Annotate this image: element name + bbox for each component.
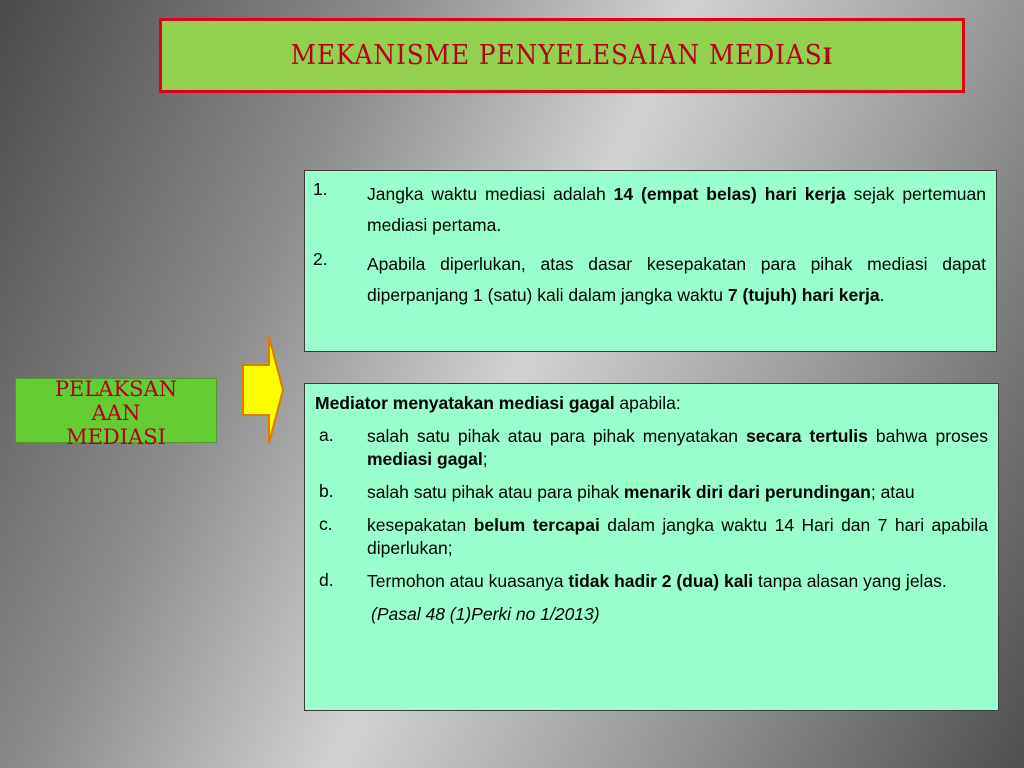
item-letter: a. — [319, 425, 334, 445]
item-text-bold: 7 (tujuh) hari kerja — [727, 285, 880, 305]
item-text-plain: Termohon atau kuasanya — [367, 571, 569, 591]
item-text-plain: dalam jangka waktu 14 Hari dan 7 hari apabila diperlukan; — [367, 515, 988, 558]
item-text-bold: 14 (empat belas) hari kerja — [613, 184, 846, 204]
item-text-plain: tanpa alasan yang jelas. — [753, 571, 947, 591]
box-heading — [315, 391, 988, 415]
side-label — [15, 377, 217, 449]
item-text — [367, 514, 988, 560]
legal-citation: (Pasal 48 (1)Perki no 1/2013) — [371, 604, 600, 624]
item-text-plain: Jangka waktu mediasi adalah — [367, 184, 614, 204]
title-main: MEKANISME PENYELESAIAN MEDIAS — [290, 40, 823, 71]
list-item — [315, 570, 988, 593]
item-text — [367, 249, 986, 311]
heading-plain: apabila: — [614, 393, 681, 413]
item-text — [367, 481, 988, 504]
slide-title-box — [159, 18, 965, 93]
item-number: 1. — [313, 179, 328, 199]
item-text-bold: secara tertulis — [746, 426, 868, 446]
list-item — [315, 514, 988, 560]
duration-box — [304, 170, 997, 352]
item-text-plain: ; — [482, 449, 488, 469]
list-item — [313, 179, 986, 241]
item-text-plain: ; atau — [870, 482, 915, 502]
item-text-bold: mediasi gagal — [367, 449, 483, 469]
side-label-line2: AAN — [91, 401, 141, 425]
list-item — [313, 249, 986, 311]
item-text — [367, 179, 986, 241]
side-label-line3: MEDIASI — [66, 425, 166, 449]
item-text-plain: salah satu pihak atau para pihak — [367, 482, 624, 502]
item-text-plain: salah satu pihak atau para pihak menyatakan — [367, 426, 747, 446]
item-text-plain: sejak pertemuan mediasi pertama. — [367, 184, 986, 235]
side-label-line1: PELAKSAN — [54, 377, 178, 401]
list-item — [315, 425, 988, 471]
item-text-bold: tidak hadir 2 (dua) kali — [568, 571, 754, 591]
item-text — [367, 570, 988, 593]
item-letter: c. — [319, 514, 333, 534]
item-text — [367, 425, 988, 471]
item-letter: d. — [319, 570, 334, 590]
item-text-bold: belum tercapai — [473, 515, 600, 535]
failure-conditions-box — [304, 383, 999, 711]
heading-bold: Mediator menyatakan mediasi gagal — [315, 393, 615, 413]
item-text-plain: Apabila diperlukan, atas dasar kesepakatan para pihak mediasi dapat diperpanjang 1 (satu) kali dalam jangka waktu — [367, 254, 986, 305]
right-arrow-icon — [242, 336, 284, 444]
slide-title — [291, 40, 833, 71]
item-text-plain: kesepakatan — [367, 515, 474, 535]
item-number: 2. — [313, 249, 328, 269]
item-text-bold: menarik diri dari perundingan — [623, 482, 871, 502]
title-tail: I — [822, 44, 834, 70]
item-text-plain: bahwa proses — [867, 426, 988, 446]
item-letter: b. — [319, 481, 334, 501]
list-item — [315, 481, 988, 504]
item-text-plain: . — [879, 285, 885, 305]
